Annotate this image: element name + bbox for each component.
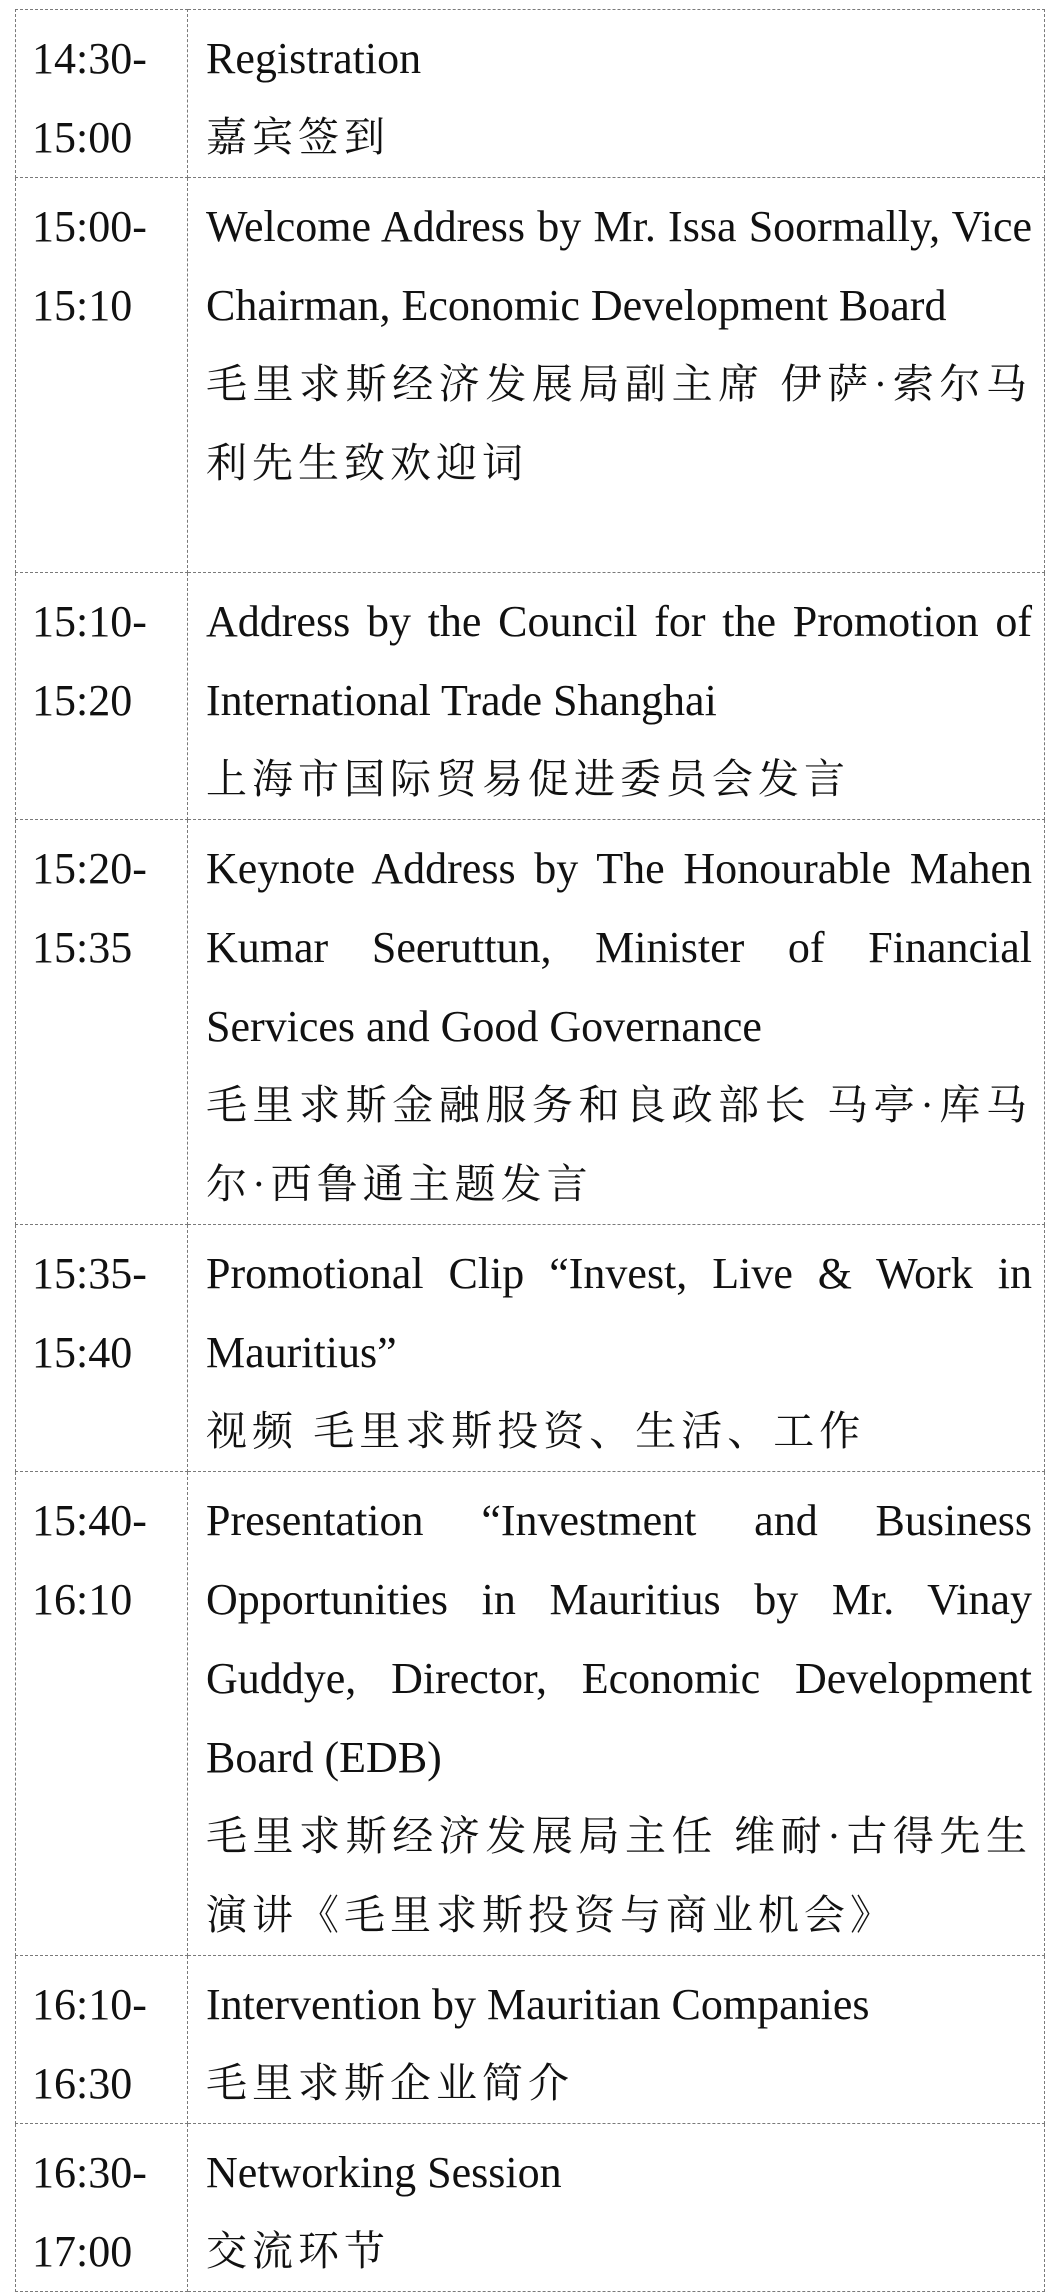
time-end: 15:10 — [32, 281, 133, 330]
time-end: 16:30 — [32, 2059, 133, 2108]
time-end: 15:00 — [32, 113, 133, 162]
agenda-body — [16, 10, 1045, 2292]
title-chinese: 毛里求斯企业简介 — [206, 2060, 574, 2106]
time-end: 15:35 — [32, 923, 133, 972]
time-start: 15:10- — [32, 597, 147, 646]
time-start: 16:10- — [32, 1980, 147, 2029]
title-english: Address by the Council for the Promotion of International Trade Shanghai — [206, 597, 1032, 725]
time-cell — [16, 573, 188, 820]
time-start: 15:35- — [32, 1249, 147, 1298]
time-end: 15:40 — [32, 1328, 133, 1377]
title-chinese: 毛里求斯经济发展局副主席 伊萨·索尔马利先生致欢迎词 — [206, 361, 1032, 486]
description-cell — [188, 10, 1045, 178]
time-end: 16:10 — [32, 1575, 133, 1624]
description-cell — [188, 573, 1045, 820]
time-cell — [16, 1472, 188, 1956]
agenda-row — [16, 2124, 1045, 2292]
title-english: Keynote Address by The Honourable Mahen Kumar Seeruttun, Minister of Financial Services and Good Governance — [206, 844, 1032, 1051]
description-cell — [188, 2124, 1045, 2292]
time-cell — [16, 1956, 188, 2124]
title-chinese: 交流环节 — [206, 2228, 390, 2274]
agenda-table — [15, 9, 1045, 2292]
time-start: 16:30- — [32, 2148, 147, 2197]
time-cell — [16, 820, 188, 1225]
title-chinese: 视频 毛里求斯投资、生活、工作 — [206, 1408, 866, 1454]
agenda-row — [16, 178, 1045, 573]
title-english: Presentation “Investment and Business Opportunities in Mauritius by Mr. Vinay Guddye, Director, Economic Development Board (EDB) — [206, 1496, 1032, 1782]
time-cell — [16, 178, 188, 573]
time-start: 15:40- — [32, 1496, 147, 1545]
title-chinese: 嘉宾签到 — [206, 114, 390, 160]
description-cell — [188, 178, 1045, 573]
title-english: Promotional Clip “Invest, Live & Work in Mauritius” — [206, 1249, 1032, 1377]
agenda-row — [16, 573, 1045, 820]
title-english: Networking Session — [206, 2148, 562, 2197]
time-cell — [16, 1225, 188, 1472]
agenda-row — [16, 10, 1045, 178]
title-chinese: 毛里求斯金融服务和良政部长 马亭·库马尔·西鲁通主题发言 — [206, 1082, 1032, 1207]
title-chinese: 毛里求斯经济发展局主任 维耐·古得先生演讲《毛里求斯投资与商业机会》 — [206, 1813, 1032, 1938]
time-cell — [16, 2124, 188, 2292]
description-cell — [188, 820, 1045, 1225]
title-english: Registration — [206, 34, 422, 83]
time-end: 17:00 — [32, 2227, 133, 2276]
time-start: 15:20- — [32, 844, 147, 893]
description-cell — [188, 1472, 1045, 1956]
agenda-row — [16, 1956, 1045, 2124]
time-start: 14:30- — [32, 34, 147, 83]
title-english: Welcome Address by Mr. Issa Soormally, Vice Chairman, Economic Development Board — [206, 202, 1032, 330]
title-english: Intervention by Mauritian Companies — [206, 1980, 870, 2029]
title-chinese: 上海市国际贸易促进委员会发言 — [206, 756, 850, 802]
agenda-row — [16, 1225, 1045, 1472]
agenda-row — [16, 1472, 1045, 1956]
time-end: 15:20 — [32, 676, 133, 725]
time-cell — [16, 10, 188, 178]
time-start: 15:00- — [32, 202, 147, 251]
description-cell — [188, 1956, 1045, 2124]
description-cell — [188, 1225, 1045, 1472]
agenda-row — [16, 820, 1045, 1225]
